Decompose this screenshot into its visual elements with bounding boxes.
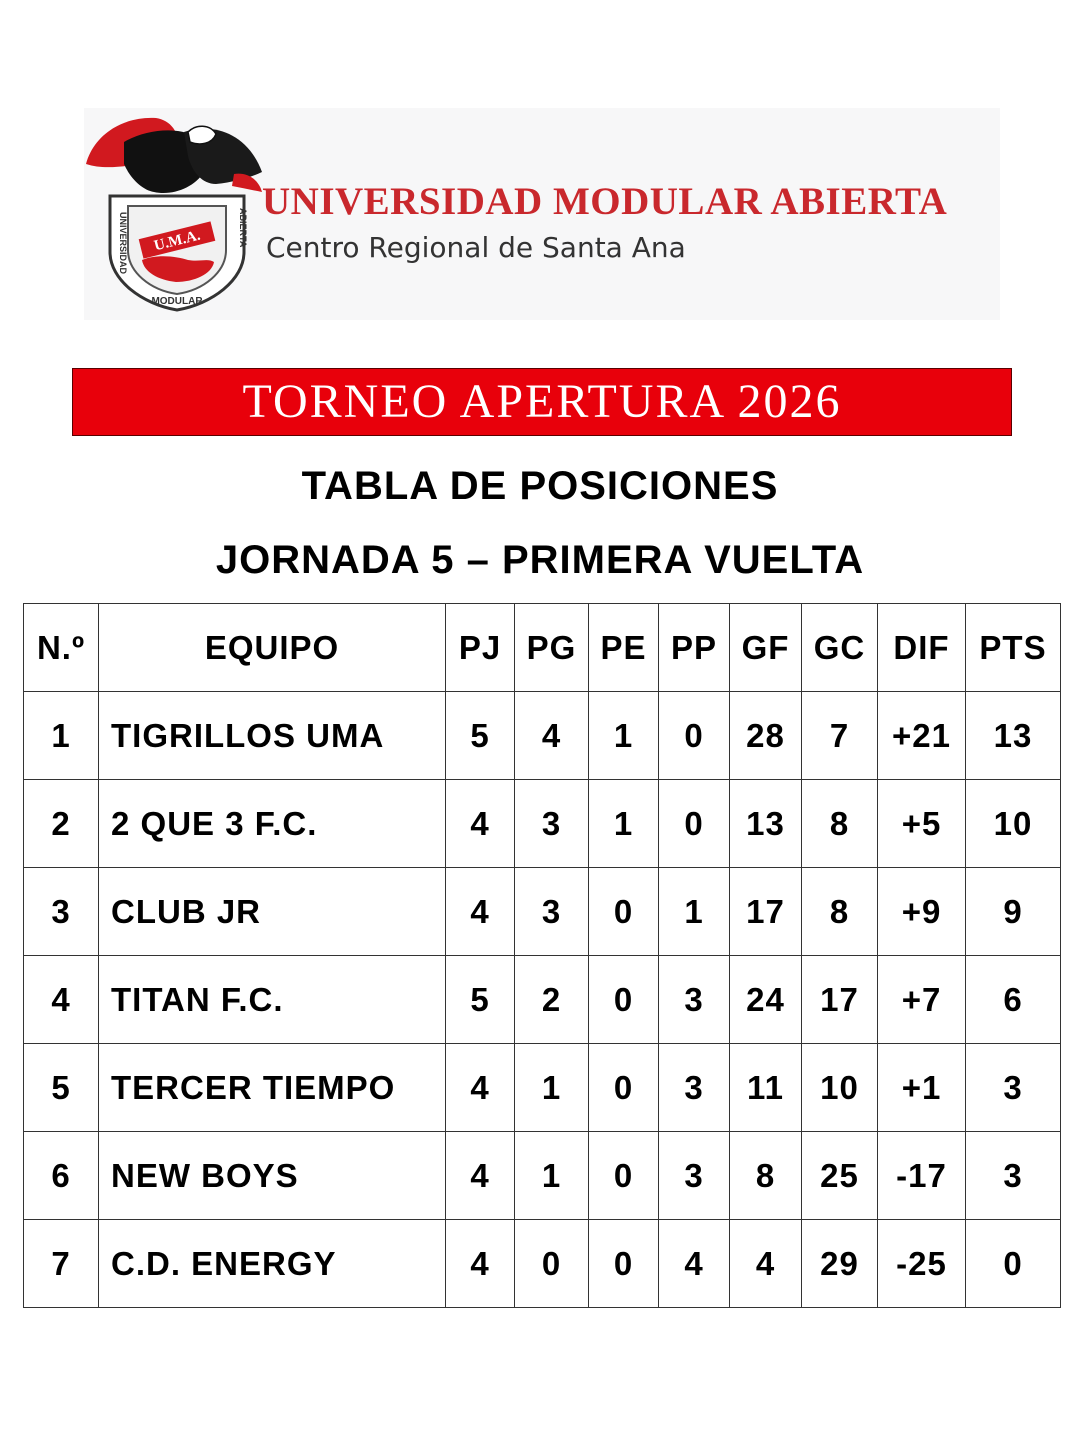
- cell-position: 7: [24, 1220, 99, 1308]
- cell-pts: 10: [966, 780, 1061, 868]
- uma-logo: [84, 112, 264, 314]
- cell-dif: +21: [878, 692, 966, 780]
- cell-pe: 1: [589, 692, 659, 780]
- tournament-banner: [72, 368, 1012, 436]
- cell-gc: 7: [802, 692, 878, 780]
- cell-pg: 1: [515, 1132, 589, 1220]
- logo-center-text: U.M.A.: [152, 227, 203, 255]
- cell-pts: 13: [966, 692, 1061, 780]
- cell-dif: -25: [878, 1220, 966, 1308]
- cell-gf: 8: [730, 1132, 802, 1220]
- logo-ring-text-right: ABIERTA: [238, 208, 248, 248]
- cell-pg: 1: [515, 1044, 589, 1132]
- cell-pj: 4: [446, 868, 515, 956]
- cell-pts: 6: [966, 956, 1061, 1044]
- cell-dif: +5: [878, 780, 966, 868]
- cell-gf: 4: [730, 1220, 802, 1308]
- cell-pp: 0: [659, 692, 730, 780]
- cell-position: 5: [24, 1044, 99, 1132]
- cell-position: 1: [24, 692, 99, 780]
- round-title: JORNADA 5 – PRIMERA VUELTA: [215, 538, 865, 582]
- cell-position: 6: [24, 1132, 99, 1220]
- cell-team: TITAN F.C.: [99, 956, 446, 1044]
- cell-pj: 5: [446, 692, 515, 780]
- cell-pj: 4: [446, 1220, 515, 1308]
- table-row: [24, 780, 1061, 868]
- table-row: [24, 1220, 1061, 1308]
- cell-pg: 0: [515, 1220, 589, 1308]
- university-subtitle: Centro Regional de Santa Ana: [266, 231, 686, 264]
- cell-pj: 4: [446, 1132, 515, 1220]
- cell-pg: 4: [515, 692, 589, 780]
- cell-team: C.D. ENERGY: [99, 1220, 446, 1308]
- standings-table: [23, 603, 1061, 1308]
- table-row: [24, 956, 1061, 1044]
- cell-pg: 3: [515, 780, 589, 868]
- cell-gf: 13: [730, 780, 802, 868]
- cell-team: TERCER TIEMPO: [99, 1044, 446, 1132]
- cell-pg: 2: [515, 956, 589, 1044]
- cell-pts: 0: [966, 1220, 1061, 1308]
- cell-dif: +7: [878, 956, 966, 1044]
- cell-team: TIGRILLOS UMA: [99, 692, 446, 780]
- cell-team: 2 QUE 3 F.C.: [99, 780, 446, 868]
- cell-pts: 9: [966, 868, 1061, 956]
- cell-pe: 1: [589, 780, 659, 868]
- cell-pe: 0: [589, 956, 659, 1044]
- cell-pj: 4: [446, 1044, 515, 1132]
- cell-pj: 5: [446, 956, 515, 1044]
- cell-gc: 8: [802, 780, 878, 868]
- table-row: [24, 1044, 1061, 1132]
- table-header-row: [24, 604, 1061, 692]
- cell-pe: 0: [589, 1044, 659, 1132]
- logo-ring-text-bottom: MODULAR: [151, 296, 203, 307]
- logo-bird-tail: [232, 174, 262, 192]
- cell-dif: -17: [878, 1132, 966, 1220]
- cell-pg: 3: [515, 868, 589, 956]
- cell-pe: 0: [589, 1132, 659, 1220]
- col-header-team: EQUIPO: [99, 604, 446, 692]
- cell-pp: 3: [659, 1132, 730, 1220]
- col-header-pe: PE: [589, 604, 659, 692]
- cell-pe: 0: [589, 1220, 659, 1308]
- cell-gf: 11: [730, 1044, 802, 1132]
- col-header-position: N.º: [24, 604, 99, 692]
- cell-pp: 3: [659, 956, 730, 1044]
- col-header-gc: GC: [802, 604, 878, 692]
- cell-position: 3: [24, 868, 99, 956]
- standings-title: TABLA DE POSICIONES: [301, 464, 779, 508]
- tournament-banner-text: TORNEO APERTURA 2026: [242, 375, 842, 428]
- university-name: UNIVERSIDAD MODULAR ABIERTA: [262, 180, 948, 223]
- cell-pp: 3: [659, 1044, 730, 1132]
- cell-pp: 4: [659, 1220, 730, 1308]
- cell-position: 2: [24, 780, 99, 868]
- col-header-dif: DIF: [878, 604, 966, 692]
- col-header-pp: PP: [659, 604, 730, 692]
- table-row: [24, 868, 1061, 956]
- col-header-pj: PJ: [446, 604, 515, 692]
- cell-gc: 10: [802, 1044, 878, 1132]
- cell-pe: 0: [589, 868, 659, 956]
- cell-pj: 4: [446, 780, 515, 868]
- cell-gc: 17: [802, 956, 878, 1044]
- col-header-pg: PG: [515, 604, 589, 692]
- cell-dif: +9: [878, 868, 966, 956]
- col-header-gf: GF: [730, 604, 802, 692]
- logo-ring-text-left: UNIVERSIDAD: [118, 212, 128, 275]
- cell-gc: 8: [802, 868, 878, 956]
- cell-dif: +1: [878, 1044, 966, 1132]
- cell-pts: 3: [966, 1132, 1061, 1220]
- cell-gf: 17: [730, 868, 802, 956]
- cell-gc: 29: [802, 1220, 878, 1308]
- cell-pts: 3: [966, 1044, 1061, 1132]
- cell-pp: 0: [659, 780, 730, 868]
- cell-gc: 25: [802, 1132, 878, 1220]
- cell-gf: 24: [730, 956, 802, 1044]
- cell-team: NEW BOYS: [99, 1132, 446, 1220]
- cell-team: CLUB JR: [99, 868, 446, 956]
- cell-gf: 28: [730, 692, 802, 780]
- cell-pp: 1: [659, 868, 730, 956]
- cell-position: 4: [24, 956, 99, 1044]
- table-row: [24, 1132, 1061, 1220]
- table-row: [24, 692, 1061, 780]
- col-header-pts: PTS: [966, 604, 1061, 692]
